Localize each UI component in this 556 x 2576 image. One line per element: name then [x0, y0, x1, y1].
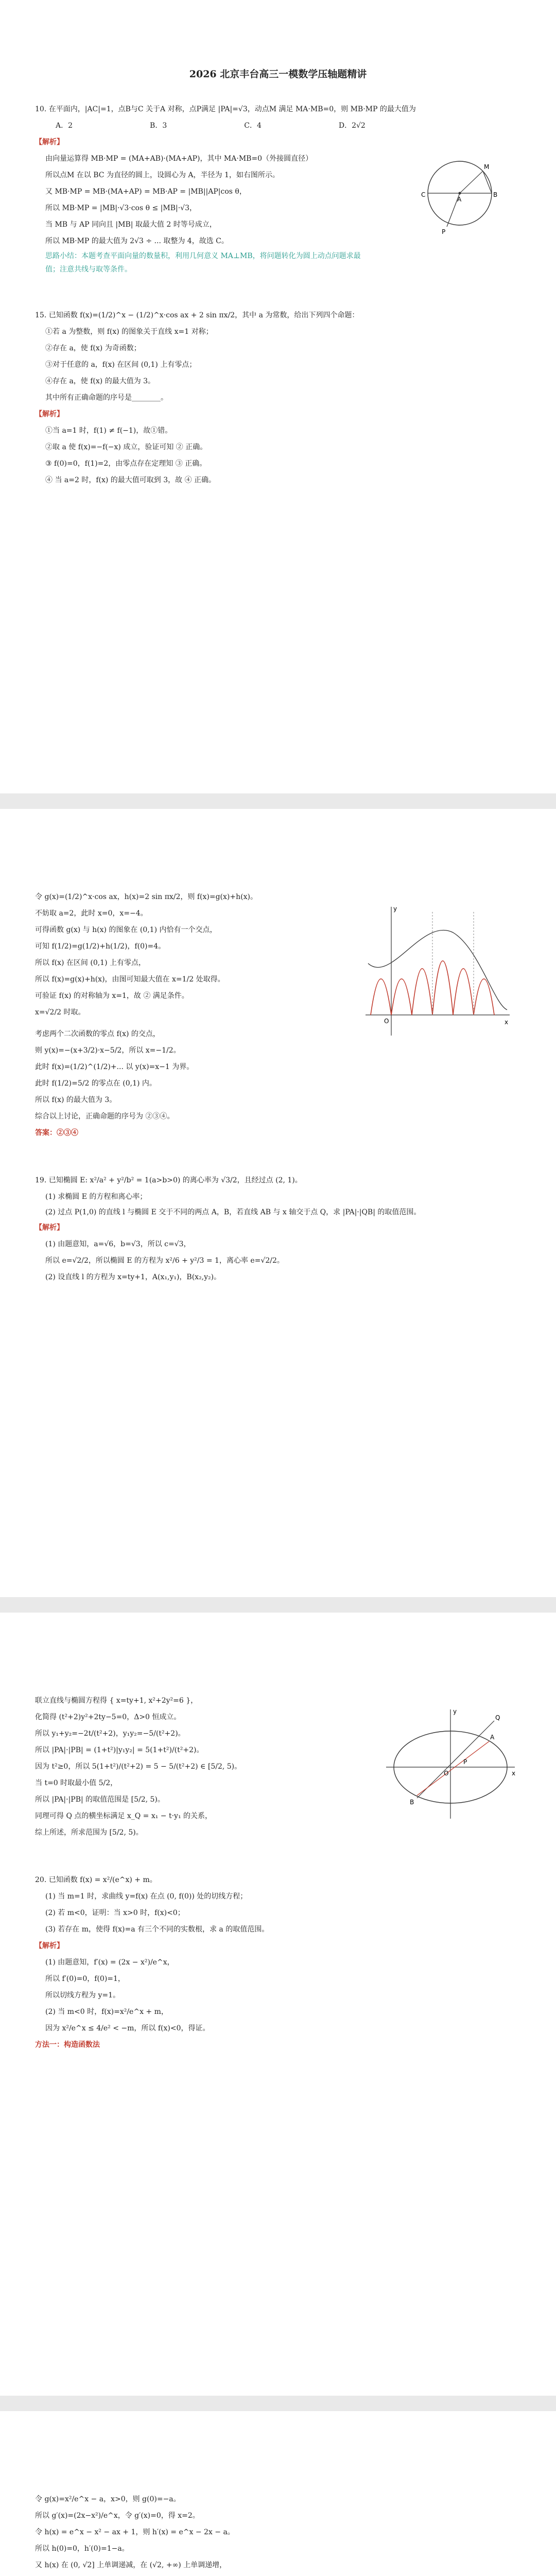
q20b-sol-line: 令 g(x)=x²/e^x − a，x>0，则 g(0)=−a。 — [35, 2495, 181, 2503]
q19b-sol-line: 联立直线与椭圆方程得 { x=ty+1, x²+2y²=6 }， — [35, 1697, 198, 1705]
q20-sol-line: 所以 f′(0)=0，f(0)=1， — [45, 1975, 125, 1983]
q15b-sol-line: 不妨取 a=2，此时 x=0，x=−4。 — [35, 909, 148, 918]
q10-sol-line: 所以点M 在以 BC 为直径的圆上，设圆心为 A，半径为 1，如右图所示。 — [45, 171, 280, 179]
q15b-sol-line: 所以 f(x)=g(x)+h(x)，由图可知最大值在 x=1/2 处取得。 — [35, 975, 225, 984]
q19b-sol-line: 化简得 (t²+2)y²+2ty−5=0，Δ>0 恒成立。 — [35, 1713, 181, 1721]
q19-block — [35, 1172, 521, 1285]
q10-circle-figure — [416, 149, 503, 237]
q15b-sol-line: x=√2/2 时取。 — [35, 1008, 85, 1016]
q20-item: (1) 当 m=1 时，求曲线 y=f(x) 在点 (0, f(0)) 处的切线方程； — [45, 1892, 248, 1901]
label-origin: O — [384, 1018, 389, 1025]
q15-continued — [35, 809, 349, 1021]
q19b-sol-line: 综上所述，所求范围为 [5/2, 5)。 — [35, 1828, 143, 1837]
q15-continued-2 — [35, 1026, 521, 1141]
q20-method-heading: 方法一：构造函数法 — [35, 2041, 100, 2049]
q10-option-b: B．3 — [150, 122, 167, 130]
q15b-sol-line: 此时 f(x)=(1/2)^(1/2)+... 以 y(x)=x−1 为界。 — [35, 1063, 194, 1071]
q15b-answer: 答案：②③④ — [35, 1129, 78, 1137]
label-y: y — [453, 1708, 457, 1715]
q10-option-d: D．2√2 — [338, 122, 366, 130]
segment-bm — [483, 171, 492, 193]
label-x: x — [512, 1770, 516, 1777]
label-b: B — [410, 1799, 414, 1806]
label-origin: O — [444, 1770, 449, 1777]
q15-item: ②存在 a，使 f(x) 为奇函数； — [45, 344, 141, 352]
q10-option-a: A．2 — [56, 122, 73, 130]
q19b-sol-line: 所以 |PA|·|PB| 的取值范围是 [5/2, 5)。 — [35, 1795, 165, 1804]
q15-sol-line: ④ 当 a=2 时，f(x) 的最大值可取到 3，故 ④ 正确。 — [45, 476, 216, 484]
q10-sol-line: 所以 MB·MP = |MB|·√3·cos θ ≤ |MB|·√3， — [45, 204, 197, 212]
q15-item: ③对于任意的 a，f(x) 在区间 (0,1) 上有零点； — [45, 361, 197, 369]
label-y: y — [393, 905, 397, 912]
q19-item: (1) 求椭圆 E 的方程和离心率； — [45, 1193, 147, 1201]
q19b-sol-line: 当 t=0 时取最小值 5/2， — [35, 1779, 118, 1787]
q10-option-c: C．4 — [244, 122, 262, 130]
q10-sol-line: 又 MB·MP = MB·(MA+AP) = MB·AP = |MB||AP|cos θ， — [45, 188, 247, 196]
page-1 — [0, 0, 556, 793]
q15b-sol-line: 可知 f(1/2)=g(1/2)+h(1/2)，f(0)=4。 — [35, 942, 166, 951]
segment-am — [460, 171, 483, 193]
label-m: M — [484, 163, 490, 171]
q15-item: ④存在 a，使 f(x) 的最大值为 3。 — [45, 377, 155, 385]
q10-stem: 10. 在平面内，|AC|=1，点B与C 关于A 对称，点P满足 |PA|=√3，动点M 满足 MA·MB=0，则 MB·MP 的最大值为 — [35, 105, 416, 113]
q15b-sol-line: 可验证 f(x) 的对称轴为 x=1，故 ② 满足条件。 — [35, 992, 189, 1000]
q15-block — [35, 307, 521, 488]
q19-sol-line: (2) 设直线 l 的方程为 x=ty+1，A(x₁,y₁)，B(x₂,y₂)。 — [45, 1273, 221, 1281]
label-q: Q — [495, 1714, 500, 1721]
q10-sol-line: 当 MB 与 AP 同向且 |MB| 取最大值 2 时等号成立， — [45, 221, 217, 229]
q19b-sol-line: 因为 t²≥0，所以 5(1+t²)/(t²+2) = 5 − 5/(t²+2) ∈ [5/2, 5)。 — [35, 1762, 242, 1771]
q10-summary-note: 思路小结：本题考查平面向量的数量积，利用几何意义 MA⊥MB，将问题转化为圆上动点问题求最值；注意共线与取等条件。 — [45, 252, 361, 274]
q15-stem: 15. 已知函数 f(x)=(1/2)^x − (1/2)^x·cos ax + 2 sin πx/2，其中 a 为常数，给出下列四个命题： — [35, 311, 359, 319]
q20b-sol-line: 所以 h(0)=0，h′(0)=1−a。 — [35, 2545, 129, 2553]
page-2 — [0, 809, 556, 1597]
q15-analysis-tag: 【解析】 — [35, 410, 64, 418]
q15-sol-line: ③ f(0)=0，f(1)=2，由零点存在定理知 ③ 正确。 — [45, 460, 207, 468]
q15b-sol-line: 此时 f(1/2)=5/2 的零点在 (0,1) 内。 — [35, 1079, 157, 1088]
q19-item: (2) 过点 P(1,0) 的直线 l 与椭圆 E 交于不同的两点 A，B，若直线 AB 与 x 轴交于点 Q，求 |PA|·|QB| 的取值范围。 — [45, 1208, 421, 1216]
q15-item: ①若 a 为整数，则 f(x) 的图象关于直线 x=1 对称； — [45, 328, 213, 336]
q20-stem: 20. 已知函数 f(x) = x²/(e^x) + m。 — [35, 1876, 157, 1884]
q19b-sol-line: 同理可得 Q 点的横坐标满足 x_Q = x₁ − t·y₁ 的关系， — [35, 1812, 213, 1820]
label-a: A — [457, 196, 462, 203]
label-x: x — [505, 1019, 509, 1026]
q15-question: 其中所有正确命题的序号是________。 — [45, 394, 168, 402]
q15-sol-line: ②取 a 使 f(x)=−f(−x) 成立，验证可知 ② 正确。 — [45, 443, 207, 451]
q15b-sol-line: 考虑两个二次函数的零点 f(x) 的交点， — [35, 1030, 160, 1038]
q19-ellipse-figure — [381, 1705, 520, 1824]
q15b-sol-line: 则 y(x)=−(x+3/2)·x−5/2，所以 x=−1/2。 — [35, 1046, 181, 1055]
q20-item: (3) 若存在 m，使得 f(x)=a 有三个不同的实数根，求 a 的取值范围。 — [45, 1925, 269, 1934]
q20-sol-line: (2) 当 m<0 时，f(x)=x²/e^x + m， — [45, 2008, 168, 2016]
q20b-sol-line: 令 h(x) = e^x − x² − ax + 1，则 h′(x) = e^x − 2x − a。 — [35, 2528, 235, 2536]
q19b-sol-line: 所以 y₁+y₂=−2t/(t²+2)，y₁y₂=−5/(t²+2)。 — [35, 1730, 185, 1738]
label-a: A — [490, 1734, 495, 1741]
center-dot — [459, 192, 461, 195]
q20b-sol-line — [35, 2573, 521, 2576]
q20-analysis-tag: 【解析】 — [35, 1942, 64, 1950]
page-3 — [0, 1613, 556, 2396]
q15b-sol-line: 令 g(x)=(1/2)^x·cos ax，h(x)=2 sin πx/2，则 f(x)=g(x)+h(x)。 — [35, 893, 257, 901]
label-c: C — [421, 191, 426, 198]
chord-ab — [417, 1741, 489, 1795]
q19-analysis-tag: 【解析】 — [35, 1224, 64, 1232]
curve-g — [368, 930, 507, 1010]
q19b-sol-line: 所以 |PA|·|PB| = (1+t²)|y₁y₂| = 5(1+t²)/(t²+2)。 — [35, 1746, 204, 1754]
q15-sol-line: ①当 a=1 时，f(1) ≠ f(−1)，故①错。 — [45, 427, 172, 435]
q15b-sol-line: 综合以上讨论，正确命题的序号为 ②③④。 — [35, 1112, 175, 1121]
q10-analysis-tag: 【解析】 — [35, 138, 64, 146]
q20b-sol-line: 又 h(x) 在 (0, √2] 上单调递减，在 (√2, +∞) 上单调递增， — [35, 2561, 227, 2569]
q15b-sol-line: 所以 f(x) 的最大值为 3。 — [35, 1096, 117, 1104]
q19-stem: 19. 已知椭圆 E: x²/a² + y²/b² = 1(a>b>0) 的离心率为 √3/2，且经过点 (2, 1)。 — [35, 1176, 302, 1184]
q20-continued — [35, 2411, 521, 2576]
label-p: P — [463, 1758, 467, 1766]
q15b-sol-line: 所以 f(x) 在区间 (0,1) 上有零点， — [35, 959, 146, 967]
q10-options — [35, 117, 521, 134]
q19-sol-line: 所以 e=√2/2，所以椭圆 E 的方程为 x²/6 + y²/3 = 1，离心率 e=√2/2。 — [45, 1257, 284, 1265]
q15b-sol-line: 可得函数 g(x) 与 h(x) 的图象在 (0,1) 内恰有一个交点， — [35, 926, 217, 934]
q20b-sol-line: 所以 g′(x)=(2x−x²)/e^x，令 g′(x)=0，得 x=2。 — [35, 2512, 200, 2520]
document-title: 2026 北京丰台高三一模数学压轴题精讲 — [189, 69, 367, 80]
page-4 — [0, 2411, 556, 2576]
q19-sol-line: (1) 由题意知，a=√6，b=√3，所以 c=√3， — [45, 1240, 191, 1248]
q10-sol-line: 由向量运算得 MB·MP = (MA+AB)·(MA+AP)，其中 MA·MB=0（外接圆直径） — [45, 155, 313, 163]
q19-continued — [35, 1613, 354, 1841]
q15-sine-graph-figure — [360, 902, 515, 1041]
q20-sol-line: 因为 x²/e^x ≤ 4/e² < −m，所以 f(x)<0，得证。 — [45, 2024, 210, 2032]
q20-sol-line: (1) 由题意知，f′(x) = (2x − x²)/e^x， — [45, 1958, 175, 1967]
label-p: P — [442, 228, 446, 235]
label-b: B — [493, 191, 498, 198]
q10-sol-line: 所以 MB·MP 的最大值为 2√3 ÷ ... 取整为 4，故选 C。 — [45, 237, 229, 245]
q20-block — [35, 1872, 521, 2053]
q20-sol-line: 所以切线方程为 y=1。 — [45, 1991, 120, 1999]
q20-item: (2) 若 m<0，证明：当 x>0 时，f(x)<0； — [45, 1909, 185, 1917]
